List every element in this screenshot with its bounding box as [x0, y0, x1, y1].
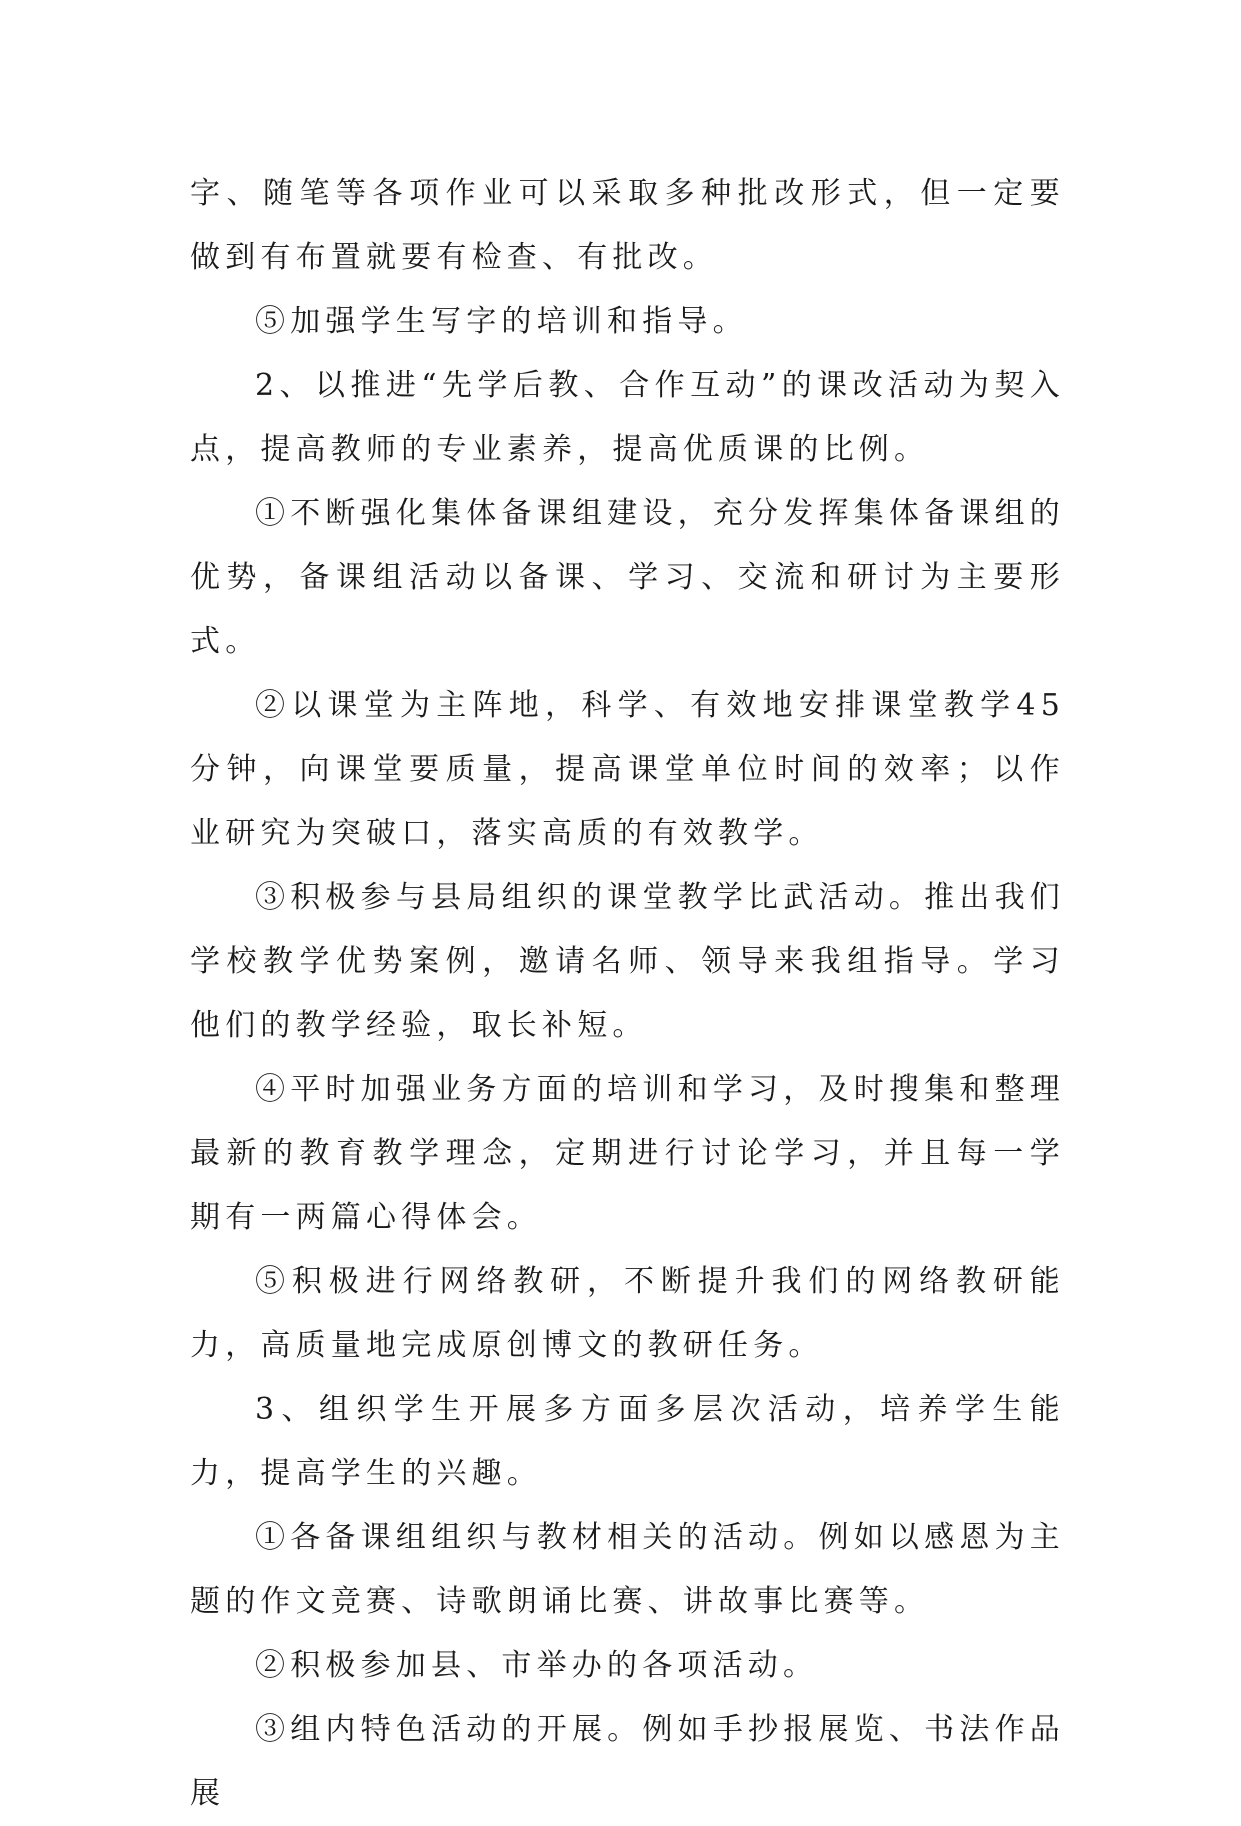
- paragraph: ⑤积极进行网络教研，不断提升我们的网络教研能力，高质量地完成原创博文的教研任务。: [190, 1264, 1065, 1363]
- document-body: [190, 162, 1065, 1826]
- paragraph: ①各备课组组织与教材相关的活动。例如以感恩为主题的作文竞赛、诗歌朗诵比赛、讲故事比赛等。: [190, 1520, 1065, 1619]
- paragraph: ⑤加强学生写字的培训和指导。: [255, 304, 748, 339]
- paragraph: ④平时加强业务方面的培训和学习，及时搜集和整理最新的教育教学理念，定期进行讨论学习，并且每一学期有一两篇心得体会。: [190, 1072, 1065, 1235]
- paragraph: 3、组织学生开展多方面多层次活动，培养学生能力，提高学生的兴趣。: [190, 1392, 1065, 1491]
- paragraph: ③积极参与县局组织的课堂教学比武活动。推出我们学校教学优势案例，邀请名师、领导来我组指导。学习他们的教学经验，取长补短。: [190, 880, 1065, 1043]
- paragraph: ②以课堂为主阵地，科学、有效地安排课堂教学45分钟，向课堂要质量，提高课堂单位时间的效率；以作业研究为突破口，落实高质的有效教学。: [190, 688, 1065, 851]
- paragraph: ②积极参加县、市举办的各项活动。: [255, 1648, 819, 1683]
- paragraph: ①不断强化集体备课组建设，充分发挥集体备课组的优势，备课组活动以备课、学习、交流和研讨为主要形式。: [190, 496, 1065, 659]
- paragraph: ③组内特色活动的开展。例如手抄报展览、书法作品展: [190, 1712, 1065, 1811]
- paragraph: 字、随笔等各项作业可以采取多种批改形式，但一定要做到有布置就要有检查、有批改。: [190, 176, 1065, 275]
- paragraph: 2、以推进“先学后教、合作互动”的课改活动为契入点，提高教师的专业素养，提高优质课的比例。: [190, 368, 1065, 467]
